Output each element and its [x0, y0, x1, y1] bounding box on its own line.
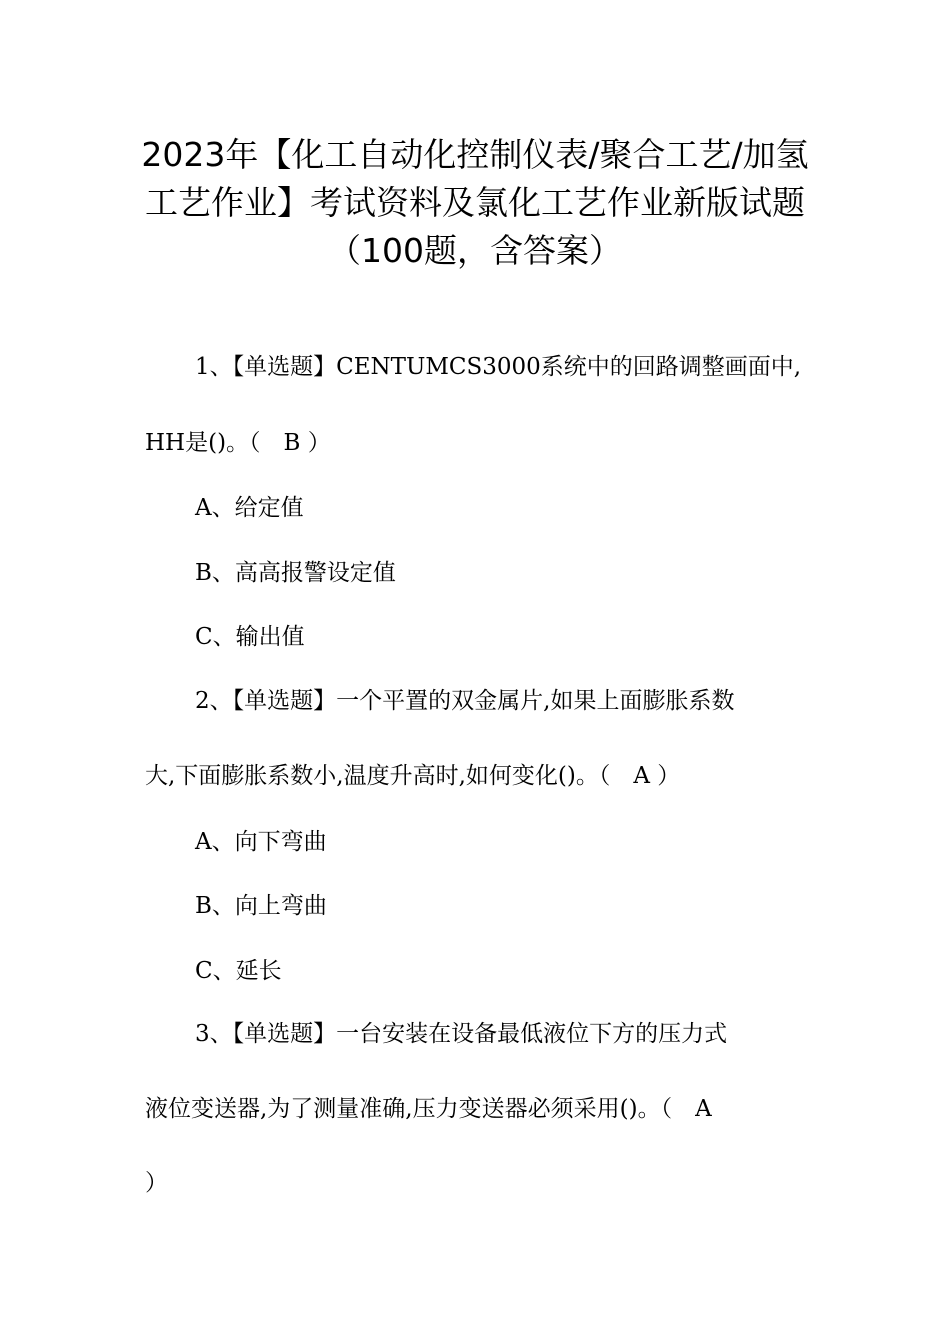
question-1-stem-continued: HH是()。（ B ） — [145, 430, 331, 456]
question-1-option-c: C、输出值 — [195, 624, 305, 650]
question-2-stem-continued: 大,下面膨胀系数小,温度升高时,如何变化()。（ A ） — [145, 763, 681, 789]
question-2-option-c: C、延长 — [195, 958, 282, 984]
question-3-stem: 3、【单选题】一台安装在设备最低液位下方的压力式 — [195, 1021, 728, 1047]
question-1-option-a: A、给定值 — [195, 495, 304, 521]
question-3-stem-closing: ） — [145, 1170, 168, 1196]
document-title-line-1: 2023年【化工自动化控制仪表/聚合工艺/加氢 — [141, 135, 809, 174]
question-3-stem-continued: 液位变送器,为了测量准确,压力变送器必须采用()。（ A — [145, 1096, 712, 1122]
question-1-stem: 1、【单选题】CENTUMCS3000系统中的回路调整画面中, — [195, 354, 802, 380]
document-title-line-2: 工艺作业】考试资料及氯化工艺作业新版试题 — [145, 183, 805, 222]
question-1-option-b: B、高高报警设定值 — [195, 560, 396, 586]
document-title-line-3: （100题，含答案） — [328, 231, 622, 270]
question-2-stem: 2、【单选题】一个平置的双金属片,如果上面膨胀系数 — [195, 688, 735, 714]
question-2-option-b: B、向上弯曲 — [195, 893, 327, 919]
question-2-option-a: A、向下弯曲 — [195, 829, 327, 855]
